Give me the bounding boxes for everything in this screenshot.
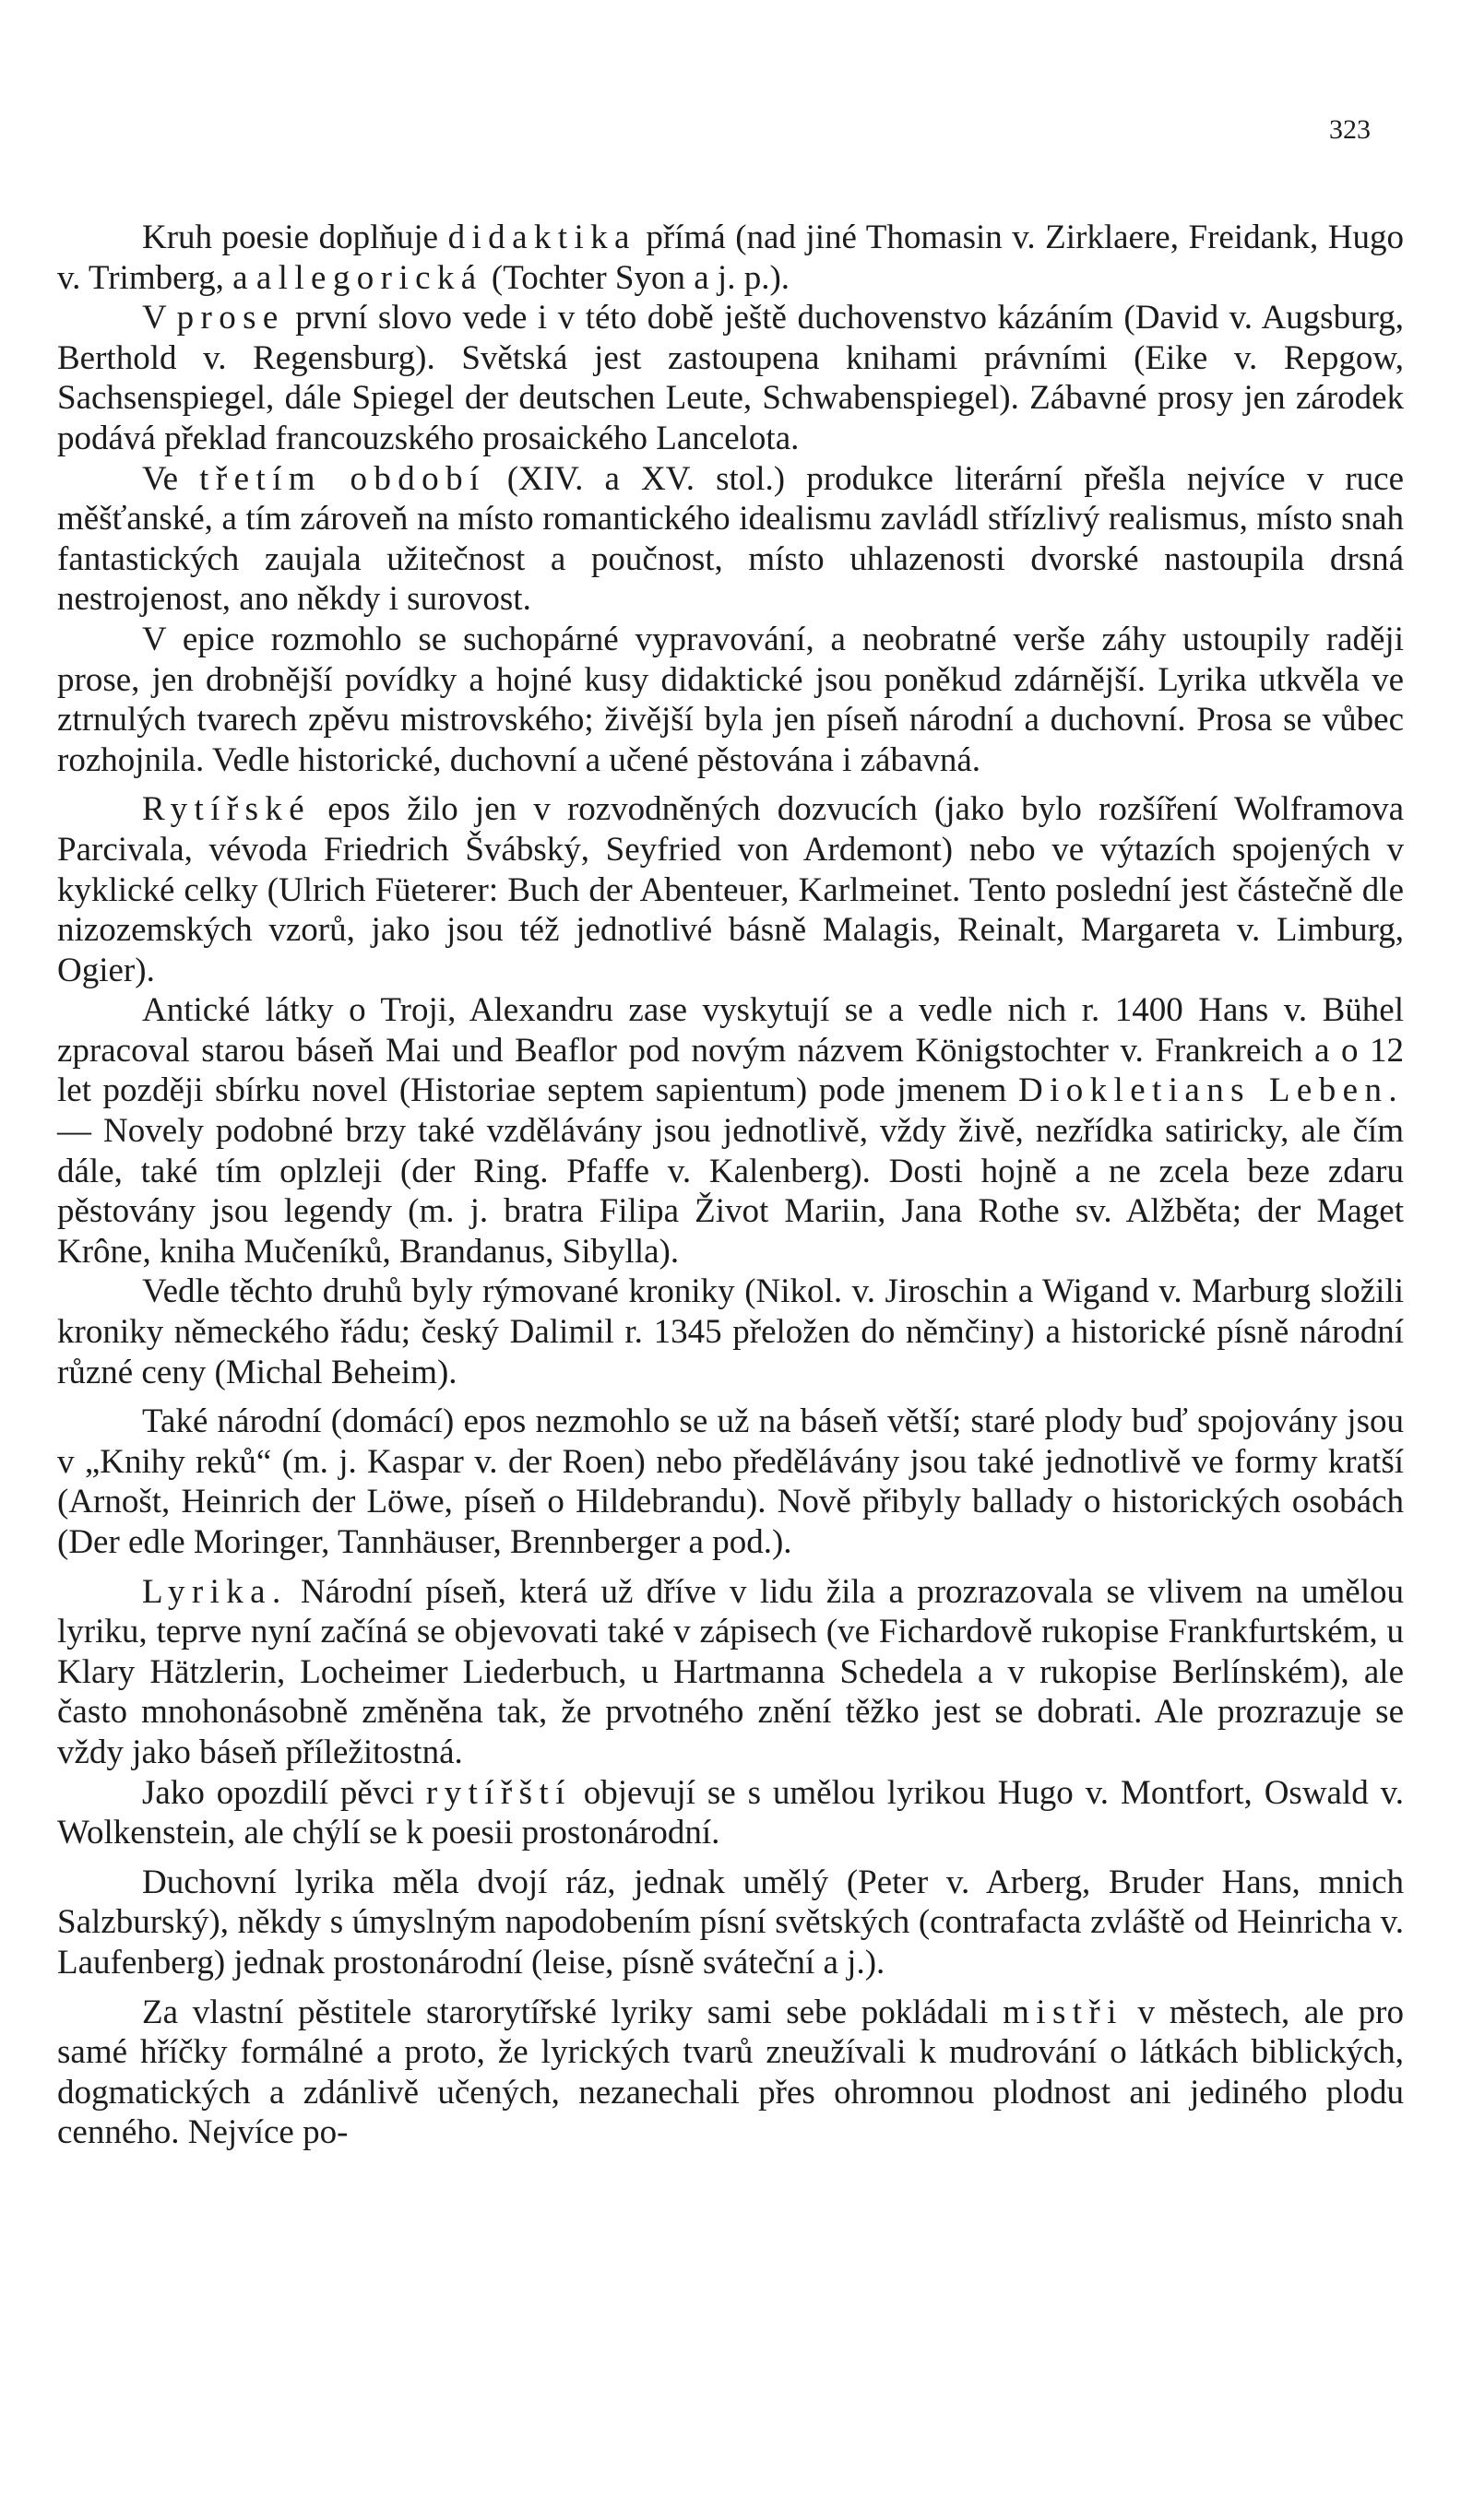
paragraph	[57, 1572, 1404, 1773]
text-run: přímá (nad jiné Thomasin v. Zirklaere, Freidank, Hugo v. Trimberg, a	[57, 219, 1404, 297]
text-run: Antické látky o Troji, Alexandru zase vyskytují se a vedle nich r. 1400 Hans v. Bühel zpracoval starou báseň Mai und Beaflor pod novým názvem Königstochter v. Frankreich a o 12 let později sbírku novel (Historiae septem sapientum) pode jmenem	[57, 991, 1404, 1110]
text-run: Vedle těchto druhů byly rýmované kroniky (Nikol. v. Jiroschin a Wigand v. Marburg složili kroniky německého řádu; český Dalimil r. 1345 přeložen do němčiny) a historické písně národní různé ceny (Michal Beheim).	[57, 1272, 1404, 1391]
paragraph	[57, 789, 1404, 990]
text-run: objevují se s umělou lyrikou Hugo v. Montfort, Oswald v. Wolkenstein, ale chýlí se k poesii prostonárodní.	[57, 1773, 1404, 1852]
text-run: epos žilo jen v rozvodněných dozvucích (jako bylo rozšíření Wolframova Parcivala, vévoda Friedrich Švábský, Seyfried von Ardemont) nebo ve výtazích spojených v kyklické celky (Ulrich Füeterer: Buch der Abenteuer, Karlmeinet. Tento poslední jest částečně dle nizozemských vzorů, jako jsou též jednotlivé básně Malagis, Reinalt, Margareta v. Limburg, Ogier).	[57, 790, 1404, 989]
spaced-emphasis: didaktika	[447, 219, 636, 256]
text-run: — Novely podobné brzy také vzdělávány jsou jednotlivě, vždy živě, nezřídka satiricky, ale čím dále, také tím oplzleji (der Ring. Pfaffe v. Kalenberg). Dosti hojně a ne zcela beze zdaru pěstovány jsou legendy (m. j. bratra Filipa Život Mariin, Jana Rothe sv. Alžběta; der Maget Krône, kniha Mučeníků, Brandanus, Sibylla).	[57, 1112, 1404, 1271]
text-run: Duchovní lyrika měla dvojí ráz, jednak umělý (Peter v. Arberg, Bruder Hans, mnich Salzburský), někdy s úmyslným napodobením písní světských (contrafacta zvláště od Heinricha v. Laufenberg) jednak prostonárodní (leise, písně sváteční a j.).	[57, 1863, 1404, 1982]
spaced-emphasis: prose	[176, 299, 285, 337]
text-run: první slovo vede i v této době ještě duchovenstvo kázáním (David v. Augsburg, Berthold v. Regensburg). Světská jest zastoupena knihami právními (Eike v. Repgow, Sachsenspiegel, dále Spiegel der deutschen Leute, Schwabenspiegel). Zábavné prosy jen zárodek podává překlad francouzského prosaického Lancelota.	[57, 299, 1404, 457]
text-run: V	[142, 299, 177, 337]
paragraph	[57, 218, 1404, 298]
spaced-emphasis: třetím období	[199, 459, 486, 498]
paragraph	[57, 298, 1404, 458]
text-run: Ve	[142, 459, 200, 498]
paragraph	[57, 620, 1404, 780]
text-run: Jako opozdilí pěvci	[142, 1773, 426, 1812]
paragraph	[57, 1402, 1404, 1562]
text-run: Kruh poesie doplňuje	[142, 219, 448, 256]
text-run: (Tochter Syon a j. p.).	[482, 258, 790, 297]
text-run: v městech, ale pro samé hříčky formálné a proto, že lyrických tvarů zneužívali k mudrování o látkách biblických, dogmatických a zdánlivě učených, nezanechali přes ohromnou plodnost ani jediného plodu cenného. Nejvíce po-	[57, 1993, 1405, 2152]
spaced-emphasis: mistři	[1003, 1993, 1123, 2031]
spaced-emphasis: allegorická	[255, 258, 483, 297]
page-number: 323	[1329, 114, 1371, 145]
text-run: Národní píseň, která už dříve v lidu žila a prozrazovala se vlivem na umělou lyriku, teprve nyní začíná se objevovati také v zápisech (ve Fichardově rukopise Frankfurtském, u Klary Hätzlerin, Locheimer Liederbuch, u Hartmanna Schedela a v rukopise Berlínském), ale často mnohonásobně změněna tak, že prvotného znění těžko jest se dobrati. Ale prozrazuje se vždy jako báseň příležitostná.	[57, 1572, 1404, 1771]
text-run: Také národní (domácí) epos nezmohlo se už na báseň větší; staré plody buď spojovány jsou v „Knihy reků“ (m. j. Kaspar v. der Roen) nebo předělávány jsou také jednotlivě ve formy kratší (Arnošt, Heinrich der Löwe, píseň o Hildebrandu). Nově přibyly ballady o historických osobách (Der edle Moringer, Tannhäuser, Brennberger a pod.).	[57, 1402, 1404, 1561]
body-text	[57, 218, 1404, 2153]
paragraph	[57, 1272, 1404, 1392]
paragraph	[57, 1773, 1404, 1853]
spaced-emphasis: rytířští	[425, 1773, 572, 1812]
text-run: Za vlastní pěstitele starorytířské lyriky sami sebe pokládali	[142, 1993, 1004, 2031]
text-run: (XIV. a XV. stol.) produkce literární přešla nejvíce v ruce měšťanské, a tím zároveň na místo romantického idealismu zavládl střízlivý realismus, místo snah fantastických zaujala užitečnost a poučnost, místo uhlazenosti dvorské nastoupila drsná nestrojenost, ano někdy i surovost.	[57, 459, 1405, 619]
paragraph	[57, 1993, 1404, 2153]
paragraph	[57, 990, 1404, 1272]
spaced-emphasis: Rytířské	[142, 790, 312, 829]
spaced-emphasis: Diokletians Leben.	[1017, 1071, 1404, 1110]
paragraph	[57, 1863, 1404, 1983]
spaced-emphasis: Lyrika.	[142, 1572, 288, 1611]
paragraph	[57, 459, 1404, 620]
text-run: V epice rozmohlo se suchopárné vypravování, a neobratné verše záhy ustoupily raději prose, jen drobnější povídky a hojné kusy didaktické jsou poněkud zdárnější. Lyrika utkvěla ve ztrnulých tvarech zpěvu mistrovského; živější byla jen píseň národní a duchovní. Prosa se vůbec rozhojnila. Vedle historické, duchovní a učené pěstována i zábavná.	[57, 620, 1404, 779]
